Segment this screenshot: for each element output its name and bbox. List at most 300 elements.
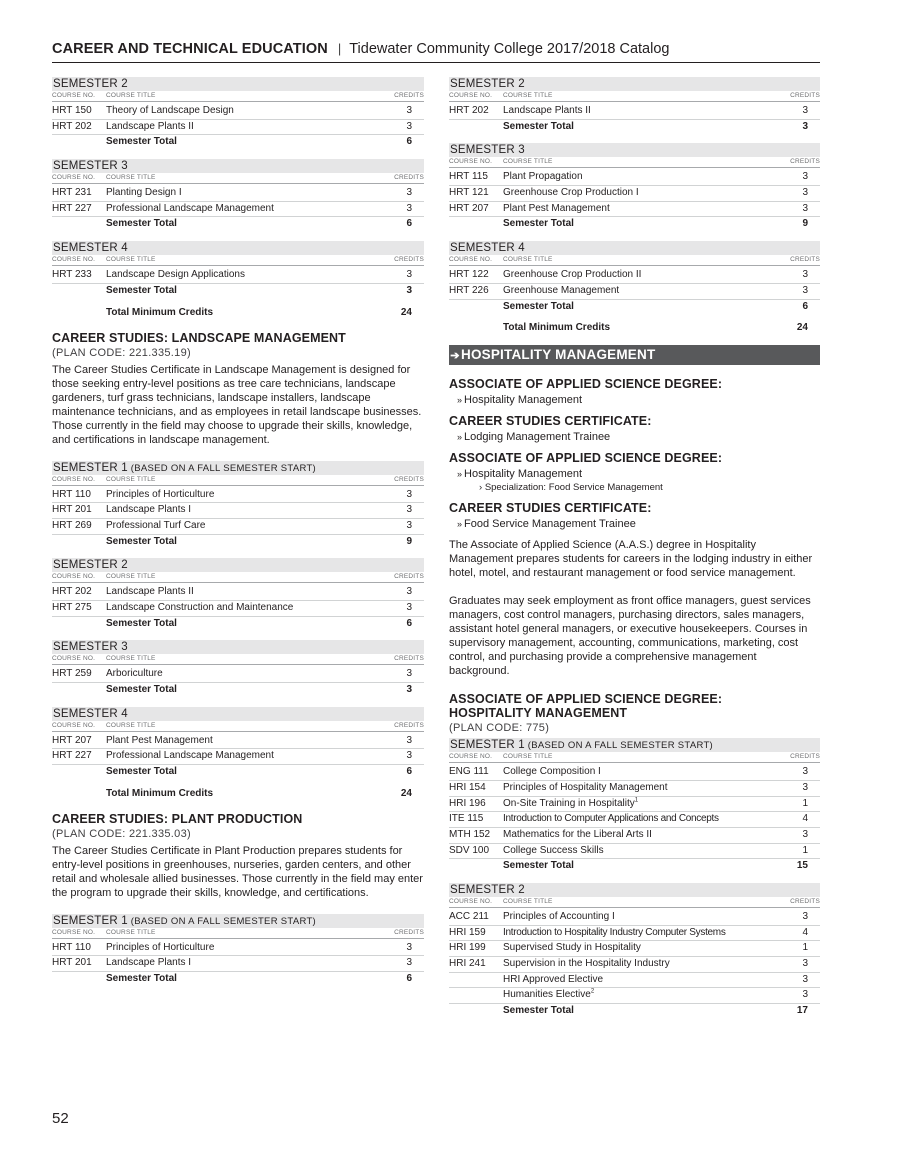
semester-name: SEMESTER 3 — [53, 641, 128, 654]
column-headers — [52, 654, 424, 665]
course-title-header: COURSE TITLE — [106, 928, 156, 936]
course-title-text: College Composition I — [503, 766, 601, 778]
course-title — [503, 828, 758, 843]
course-title — [503, 186, 758, 201]
bullet-icon: » — [457, 469, 463, 480]
semester-total-label: Semester Total — [503, 860, 574, 872]
semester-name: SEMESTER 3 — [450, 144, 525, 157]
course-title — [503, 926, 758, 941]
program-heading: HOSPITALITY MANAGEMENT — [449, 706, 628, 721]
course-credits: 3 — [802, 911, 808, 922]
semester-total-row — [52, 135, 424, 150]
total-minimum-credits-row — [52, 299, 424, 321]
course-credits: 3 — [406, 105, 412, 116]
course-title — [106, 503, 362, 518]
course-number: HRT 202 — [52, 120, 92, 132]
course-title-text: Supervision in the Hospitality Industry — [503, 958, 670, 970]
course-number: HRT 115 — [449, 171, 488, 183]
course-row — [449, 844, 820, 860]
bullet-icon: » — [457, 395, 463, 406]
column-headers — [449, 752, 820, 763]
course-no-header: COURSE NO. — [449, 256, 493, 264]
empty-cell — [449, 1004, 503, 1019]
column-headers — [52, 91, 424, 102]
header-separator: | — [337, 41, 342, 56]
course-title — [503, 284, 758, 299]
course-row — [52, 585, 424, 601]
course-row — [449, 268, 820, 284]
course-row — [52, 488, 424, 504]
course-credits: 3 — [406, 519, 412, 531]
empty-cell — [52, 683, 106, 698]
course-row — [449, 765, 820, 781]
page-number: 52 — [52, 1110, 69, 1127]
course-title-header: COURSE TITLE — [106, 256, 156, 264]
program-heading: CAREER STUDIES: LANDSCAPE MANAGEMENT — [52, 330, 346, 345]
course-credits: 4 — [802, 813, 808, 825]
course-row — [52, 601, 424, 617]
semester-total-label: Semester Total — [106, 535, 177, 547]
semester-total-value: 3 — [406, 684, 412, 695]
course-title-text: Theory of Landscape Design — [106, 105, 234, 116]
department-title: CAREER AND TECHNICAL EDUCATION — [52, 41, 328, 57]
course-title-text: Principles of Accounting I — [503, 911, 615, 922]
course-number: HRT 201 — [52, 957, 92, 969]
course-number: HRT 202 — [449, 105, 489, 116]
degree-heading: CAREER STUDIES CERTIFICATE: — [449, 414, 652, 429]
course-title-text: Landscape Design Applications — [106, 269, 245, 281]
semester-subtitle: (BASED ON A FALL SEMESTER START) — [127, 462, 317, 474]
credits-header: CREDITS — [790, 898, 820, 905]
course-credits: 3 — [406, 504, 412, 516]
course-number: HRI 199 — [449, 942, 486, 954]
course-number: HRT 207 — [52, 734, 92, 746]
chevron-right-icon: › — [479, 482, 483, 494]
column-headers — [52, 721, 424, 732]
credits-header: CREDITS — [790, 256, 820, 264]
semester-name: SEMESTER 2 — [450, 884, 525, 896]
course-title — [503, 910, 758, 925]
course-no-header: COURSE NO. — [52, 721, 96, 729]
plan-code: (PLAN CODE: 221.335.19) — [52, 346, 191, 359]
course-title-text: Mathematics for the Liberal Arts II — [503, 828, 652, 840]
course-title-text: Plant Propagation — [503, 171, 583, 183]
course-title — [503, 797, 758, 812]
course-title-text: Greenhouse Crop Production II — [503, 269, 642, 281]
course-row — [52, 268, 424, 284]
credits-header: CREDITS — [394, 721, 424, 729]
course-row — [52, 749, 424, 765]
course-number: HRT 150 — [52, 105, 92, 116]
section-title: HOSPITALITY MANAGEMENT — [461, 347, 656, 363]
course-no-header: COURSE NO. — [449, 898, 493, 905]
course-credits: 3 — [406, 957, 412, 969]
course-number: SDV 100 — [449, 844, 490, 856]
course-title-text: Arboriculture — [106, 668, 163, 680]
footnote-marker: 2 — [590, 989, 595, 996]
bullet-icon: » — [457, 432, 463, 443]
course-title-text: Landscape Plants I — [106, 504, 192, 516]
empty-cell — [52, 217, 106, 232]
course-title-text: Greenhouse Management — [503, 284, 620, 296]
credits-header: CREDITS — [790, 92, 820, 99]
credits-header: CREDITS — [394, 174, 424, 182]
semester-subtitle: (BASED ON A FALL SEMESTER START) — [127, 915, 317, 927]
course-row — [449, 104, 820, 120]
course-title-text: Professional Landscape Management — [106, 750, 274, 762]
course-number: MTH 152 — [449, 828, 491, 840]
program-link — [457, 468, 820, 480]
course-title — [503, 765, 758, 780]
semester-table — [52, 159, 424, 232]
semester-name: SEMESTER 2 — [53, 559, 128, 572]
course-row — [449, 941, 820, 957]
right-column — [449, 77, 820, 1028]
credits-header: CREDITS — [394, 573, 424, 581]
course-credits: 3 — [406, 734, 412, 746]
course-credits: 3 — [406, 586, 412, 598]
semester-table — [449, 77, 820, 134]
course-title-text: Landscape Plants II — [106, 586, 194, 598]
empty-cell — [52, 299, 106, 321]
course-number: HRT 122 — [449, 269, 489, 281]
course-title-header: COURSE TITLE — [106, 721, 156, 729]
course-credits: 3 — [802, 105, 808, 116]
semester-table — [52, 707, 424, 802]
course-title-header: COURSE TITLE — [106, 475, 156, 483]
semester-total-label: Semester Total — [106, 136, 177, 148]
semester-total-row — [449, 120, 820, 135]
semester-total-row — [449, 300, 820, 315]
course-title-header: COURSE TITLE — [503, 158, 553, 166]
course-number: ENG 111 — [449, 766, 489, 778]
column-headers — [449, 91, 820, 102]
column-headers — [52, 572, 424, 583]
course-title-header: COURSE TITLE — [106, 174, 156, 182]
course-no-header: COURSE NO. — [52, 92, 96, 99]
semester-total-value: 6 — [406, 136, 412, 148]
semester-total-row — [52, 683, 424, 698]
program-link — [457, 394, 820, 406]
course-title — [106, 186, 362, 201]
specialization — [479, 482, 820, 493]
course-title-header: COURSE TITLE — [503, 753, 553, 761]
semester-title — [52, 914, 424, 928]
course-title-text: Professional Landscape Management — [106, 202, 274, 214]
total-minimum-credits-row — [52, 780, 424, 802]
semester-title — [449, 241, 820, 255]
course-title-header: COURSE TITLE — [106, 92, 156, 99]
course-number: HRT 259 — [52, 668, 92, 680]
column-headers — [52, 173, 424, 184]
course-number — [449, 988, 503, 1003]
credits-header: CREDITS — [394, 475, 424, 483]
course-title — [503, 973, 758, 988]
semester-table — [449, 883, 820, 1019]
page-header — [52, 40, 820, 63]
specialization-name: Specialization: Food Service Management — [484, 482, 663, 494]
course-number: HRT 231 — [52, 187, 92, 199]
course-number: ITE 115 — [449, 813, 484, 825]
course-credits: 3 — [406, 668, 412, 680]
course-row — [52, 519, 424, 535]
semester-total-value: 6 — [802, 300, 808, 312]
course-title — [503, 268, 758, 283]
empty-cell — [449, 300, 503, 315]
program-name: Hospitality Management — [464, 394, 583, 407]
column-headers — [449, 255, 820, 266]
course-row — [449, 170, 820, 186]
semester-name: SEMESTER 3 — [53, 160, 128, 173]
semester-title — [52, 707, 424, 721]
degree-heading: ASSOCIATE OF APPLIED SCIENCE DEGREE: — [449, 451, 723, 466]
semester-total-value: 3 — [406, 284, 412, 296]
course-number: HRI 241 — [449, 958, 486, 970]
course-title — [106, 585, 362, 600]
program-heading: ASSOCIATE OF APPLIED SCIENCE DEGREE: — [449, 692, 723, 707]
semester-table — [52, 914, 424, 987]
course-title — [106, 488, 362, 503]
course-number: HRT 226 — [449, 284, 489, 296]
semester-table — [52, 241, 424, 320]
course-credits: 3 — [802, 187, 808, 199]
program-name: Hospitality Management — [464, 468, 583, 481]
course-title — [106, 202, 362, 217]
course-title-text: Principles of Horticulture — [106, 941, 215, 953]
course-number: HRT 227 — [52, 202, 92, 214]
semester-total-label: Semester Total — [503, 300, 574, 312]
course-credits: 3 — [802, 973, 808, 985]
course-no-header: COURSE NO. — [449, 753, 493, 761]
course-title — [503, 781, 758, 796]
semester-title — [52, 159, 424, 173]
course-credits: 4 — [802, 926, 808, 938]
course-credits: 1 — [802, 797, 808, 809]
course-title-text: Humanities Elective — [503, 989, 591, 1001]
course-row — [449, 284, 820, 300]
semester-table — [449, 143, 820, 232]
course-no-header: COURSE NO. — [52, 475, 96, 483]
course-row — [449, 926, 820, 942]
course-row — [449, 797, 820, 813]
course-number: HRI 154 — [449, 781, 486, 793]
course-credits: 3 — [406, 120, 412, 132]
section-banner — [449, 345, 820, 365]
course-title-text: Planting Design I — [106, 187, 182, 199]
empty-cell — [449, 314, 503, 336]
semester-name: SEMESTER 4 — [53, 707, 128, 720]
column-headers — [52, 255, 424, 266]
column-headers — [52, 475, 424, 486]
course-no-header: COURSE NO. — [449, 158, 493, 166]
course-row — [52, 186, 424, 202]
course-title-text: Greenhouse Crop Production I — [503, 187, 639, 199]
program-description: The Career Studies Certificate in Plant Production prepares students for entry-level positions in greenhouses, nurseries, garden centers, and other retail and wholesale allied businesses. Those currently in the field may enter the program to upgrade their skills, knowledge, and certifications. — [52, 844, 423, 899]
semester-total-label: Semester Total — [503, 218, 574, 230]
semester-total-row — [449, 217, 820, 232]
course-credits: 3 — [802, 202, 808, 214]
course-credits: 3 — [802, 781, 808, 793]
course-title-text: Landscape Plants II — [503, 105, 591, 116]
semester-name: SEMESTER 4 — [450, 242, 525, 255]
course-row — [449, 973, 820, 989]
semester-title — [52, 558, 424, 572]
course-title-text: Professional Turf Care — [106, 519, 206, 531]
course-title — [503, 941, 758, 956]
plan-code: (PLAN CODE: 221.335.03) — [52, 827, 191, 840]
course-number — [449, 973, 503, 988]
semester-table — [449, 738, 820, 874]
semester-total-row — [52, 765, 424, 780]
course-title — [106, 667, 362, 682]
semester-total-row — [52, 535, 424, 550]
semester-total-value: 6 — [406, 766, 412, 778]
course-title-text: Landscape Plants I — [106, 957, 192, 969]
semester-total-row — [449, 859, 820, 874]
total-minimum-credits-label: Total Minimum Credits — [503, 322, 611, 334]
course-row — [449, 988, 820, 1004]
arrow-icon: ➔ — [450, 350, 460, 363]
course-number: ACC 211 — [449, 911, 489, 922]
total-minimum-credits-value: 24 — [400, 306, 412, 318]
course-title — [503, 988, 758, 1003]
course-title-text: Introduction to Hospitality Industry Computer Systems — [503, 926, 726, 938]
semester-table — [449, 241, 820, 336]
empty-cell — [52, 780, 106, 802]
course-no-header: COURSE NO. — [52, 928, 96, 936]
course-number: HRT 121 — [449, 187, 489, 199]
credits-header: CREDITS — [394, 655, 424, 663]
semester-title — [52, 241, 424, 255]
semester-total-value: 9 — [802, 218, 808, 230]
course-title — [106, 734, 362, 749]
course-credits: 3 — [802, 171, 808, 183]
course-title — [106, 268, 362, 283]
semester-table — [52, 640, 424, 697]
course-row — [52, 503, 424, 519]
course-credits: 3 — [406, 488, 412, 500]
course-title — [106, 120, 362, 135]
total-minimum-credits-value: 24 — [400, 787, 412, 799]
course-number: HRT 202 — [52, 586, 92, 598]
course-title — [106, 601, 362, 616]
column-headers — [449, 897, 820, 908]
course-row — [52, 202, 424, 218]
course-credits: 3 — [802, 766, 808, 778]
credits-header: CREDITS — [394, 92, 424, 99]
course-title-header: COURSE TITLE — [503, 898, 553, 905]
semester-total-label: Semester Total — [106, 973, 177, 985]
course-row — [449, 202, 820, 218]
course-no-header: COURSE NO. — [52, 655, 96, 663]
left-column — [52, 77, 424, 996]
program-name: Lodging Management Trainee — [464, 431, 611, 444]
course-credits: 3 — [406, 941, 412, 953]
course-title-text: Introduction to Computer Applications and Concepts — [503, 813, 719, 825]
semester-total-row — [52, 217, 424, 232]
semester-name: SEMESTER 1 — [53, 914, 128, 927]
course-credits: 3 — [802, 989, 808, 1001]
program-description: The Associate of Applied Science (A.A.S.) degree in Hospitality Management prepares students for careers in the lodging industry in either hotel, motel, and restaurant management or food service management. — [449, 539, 813, 580]
degree-heading: ASSOCIATE OF APPLIED SCIENCE DEGREE: — [449, 377, 723, 392]
semester-total-value: 6 — [406, 973, 412, 985]
empty-cell — [52, 972, 106, 987]
semester-title — [52, 461, 424, 475]
empty-cell — [52, 284, 106, 299]
course-row — [449, 910, 820, 926]
course-title — [503, 104, 758, 119]
semester-name: SEMESTER 2 — [53, 78, 128, 90]
course-row — [449, 957, 820, 973]
course-row — [52, 941, 424, 957]
semester-total-label: Semester Total — [106, 617, 177, 629]
course-no-header: COURSE NO. — [52, 256, 96, 264]
semester-total-label: Semester Total — [106, 284, 177, 296]
semester-table — [52, 461, 424, 550]
program-link — [457, 518, 820, 530]
course-row — [449, 186, 820, 202]
semester-total-row — [449, 1004, 820, 1019]
course-title — [503, 812, 758, 827]
course-title-text: Landscape Plants II — [106, 120, 194, 132]
semester-total-row — [52, 972, 424, 987]
total-minimum-credits-row — [449, 314, 820, 336]
semester-title — [449, 883, 820, 897]
course-credits: 1 — [802, 942, 808, 954]
course-row — [449, 812, 820, 828]
semester-name: SEMESTER 4 — [53, 242, 128, 255]
course-no-header: COURSE NO. — [52, 174, 96, 182]
semester-total-value: 3 — [802, 120, 808, 132]
plan-code: (PLAN CODE: 775) — [449, 722, 550, 735]
course-row — [449, 828, 820, 844]
catalog-title: Tidewater Community College 2017/2018 Catalog — [349, 41, 670, 57]
semester-total-label: Semester Total — [503, 1005, 574, 1017]
course-title — [106, 749, 362, 764]
course-title — [106, 956, 362, 971]
course-number: HRT 269 — [52, 519, 92, 531]
course-row — [52, 104, 424, 120]
course-title-header: COURSE TITLE — [503, 92, 553, 99]
semester-table — [52, 558, 424, 631]
semester-table — [52, 77, 424, 150]
course-credits: 3 — [802, 284, 808, 296]
empty-cell — [52, 535, 106, 550]
course-credits: 3 — [406, 750, 412, 762]
course-number: HRT 201 — [52, 504, 92, 516]
column-headers — [52, 928, 424, 939]
course-title — [106, 104, 362, 119]
total-minimum-credits-label: Total Minimum Credits — [106, 306, 214, 318]
empty-cell — [449, 859, 503, 874]
semester-total-value: 6 — [406, 218, 412, 230]
course-no-header: COURSE NO. — [449, 92, 493, 99]
course-title — [106, 941, 362, 956]
course-credits: 3 — [802, 958, 808, 970]
column-headers — [449, 157, 820, 168]
credits-header: CREDITS — [394, 928, 424, 936]
course-row — [52, 120, 424, 136]
course-title — [503, 202, 758, 217]
total-minimum-credits-value: 24 — [796, 322, 808, 334]
course-title-text: Supervised Study in Hospitality — [503, 942, 641, 954]
program-link — [457, 431, 820, 443]
course-row — [52, 667, 424, 683]
course-credits: 3 — [406, 269, 412, 281]
semester-total-value: 9 — [406, 535, 412, 547]
empty-cell — [449, 120, 503, 135]
program-description: The Career Studies Certificate in Landscape Management is designed for those seeking entry-level positions as tree care technicians, landscape gardeners, turf grass technicians, landscape installers, landscape maintenance technicians, and as employees in retail landscape businesses. Those currently in the field may choose to upgrade their skills, knowledge, and certifications in landscape management. — [52, 363, 422, 446]
